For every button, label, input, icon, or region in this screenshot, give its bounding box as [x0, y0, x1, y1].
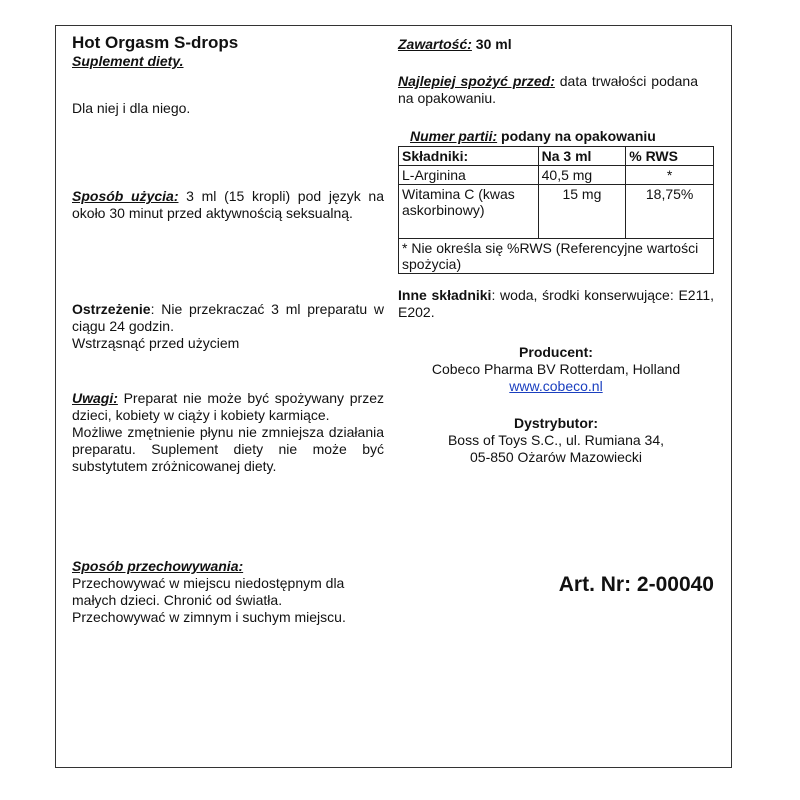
article-number	[558, 573, 714, 596]
distributor-label: Dystrybutor:	[513, 415, 598, 431]
notes-text: Preparat nie może być spożywany przez dzieci, kobiety w ciąży i kobiety karmiące.	[72, 390, 384, 423]
nutrition-header-rws: % RWS	[626, 147, 714, 166]
storage-section	[72, 558, 384, 626]
producer-website-link[interactable]: www.cobeco.nl	[509, 378, 603, 394]
best-before-value: data trwałości podana na opakowaniu.	[398, 73, 698, 106]
other-ingredients-label: Inne składniki	[398, 287, 492, 303]
storage-label: Sposób przechowywania:	[72, 558, 244, 574]
storage-text: Przechowywać w miejscu niedostępnym dla małych dzieci. Chronić od światła. Przechowywać w zimnym i suchym miejscu.	[72, 575, 346, 625]
best-before-label: Najlepiej spożyć przed:	[398, 73, 555, 89]
table-footnote: * Nie określa się %RWS (Referencyjne wartości spożycia)	[399, 239, 714, 274]
warning-label: Ostrzeżenie	[72, 301, 151, 317]
ingredient-name: Witamina C (kwas askorbinowy)	[399, 185, 539, 239]
other-ingredients-text: : woda, środki konserwujące: E211, E202.	[398, 287, 714, 320]
usage-section	[72, 188, 384, 222]
contents-label: Zawartość:	[398, 36, 472, 52]
usage-label: Sposób użycia:	[72, 188, 179, 204]
audience-text: Dla niej i dla niego.	[72, 100, 191, 116]
distributor-line-1: Boss of Toys S.C., ul. Rumiana 34,	[447, 432, 665, 448]
batch-value: podany na opakowaniu	[497, 128, 656, 144]
notes-text-2: Możliwe zmętnienie płynu nie zmniejsza działania preparatu. Suplement diety nie może być substytutem zróżnicowanej diety.	[72, 424, 384, 474]
nutrition-header-amount: Na 3 ml	[538, 147, 626, 166]
ingredient-rws: 18,75%	[626, 185, 714, 239]
table-footnote-row	[399, 239, 714, 274]
notes-label: Uwagi:	[72, 390, 118, 406]
contents-value: 30 ml	[471, 36, 512, 52]
producer-name: Cobeco Pharma BV Rotterdam, Holland	[431, 361, 681, 377]
article-label: Art. Nr:	[558, 573, 632, 596]
warning-section	[72, 301, 384, 352]
producer-section	[398, 344, 714, 395]
ingredient-rws: *	[626, 166, 714, 185]
warning-text-2: Wstrząsnąć przed użyciem	[72, 335, 240, 351]
ingredient-amount: 40,5 mg	[538, 166, 626, 185]
product-title: Hot Orgasm S-drops	[72, 33, 239, 52]
usage-text: 3 ml (15 kropli) pod język na około 30 minut przed aktywnością seksualną.	[72, 188, 384, 221]
nutrition-header-ingredient: Składniki:	[399, 147, 539, 166]
other-ingredients-section	[398, 287, 714, 321]
ingredient-name: L-Arginina	[399, 166, 539, 185]
ingredient-amount: 15 mg	[538, 185, 626, 239]
batch-label: Numer partii:	[410, 128, 498, 144]
producer-label: Producent:	[519, 344, 593, 360]
article-value: 2-00040	[636, 573, 714, 596]
distributor-line-2: 05-850 Ożarów Mazowiecki	[470, 449, 642, 465]
notes-section	[72, 390, 384, 475]
distributor-section	[398, 415, 714, 466]
warning-text: : Nie przekraczać 3 ml preparatu w ciągu 24 godzin.	[72, 301, 384, 334]
nutrition-header-row	[399, 147, 714, 166]
nutrition-table	[398, 146, 714, 274]
product-subtitle: Suplement diety.	[72, 53, 184, 69]
table-row	[399, 166, 714, 185]
table-row	[399, 185, 714, 239]
